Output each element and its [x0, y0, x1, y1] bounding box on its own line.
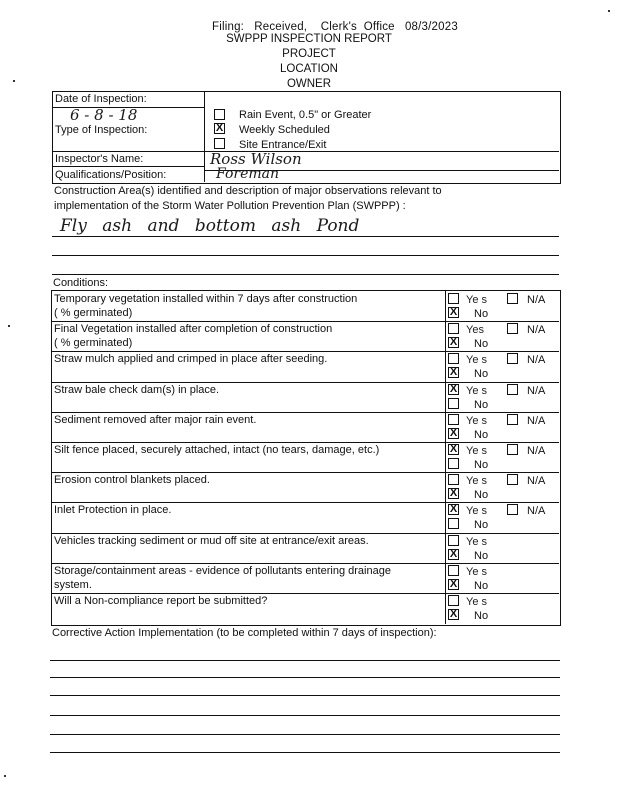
corrective-line: [50, 660, 560, 661]
inspector-name-label: Inspector's Name:: [55, 153, 144, 165]
rain-event-label: Rain Event, 0.5" or Greater: [239, 109, 372, 121]
qualifications-label: Qualifications/Position:: [55, 169, 167, 181]
observations-handwritten: Fly ash and bottom ash Pond: [60, 216, 360, 236]
condition-text: Straw bale check dam(s) in place.: [54, 383, 220, 396]
condition-text: Final Vegetation installed after completion of construction: [54, 323, 333, 336]
date-value: 6 - 8 - 18: [70, 106, 138, 124]
condition-no-label: No: [474, 308, 489, 320]
info-divider: [204, 92, 205, 182]
condition-row-rule: [52, 321, 559, 322]
project-label: PROJECT: [282, 48, 336, 60]
condition-na-checkbox[interactable]: [507, 414, 518, 425]
scan-speck: [8, 325, 10, 327]
condition-na-checkbox[interactable]: [507, 323, 518, 334]
condition-row-rule: [52, 412, 559, 413]
observation-line: [52, 274, 559, 275]
condition-text: Storage/containment areas - evidence of pollutants entering drainage: [54, 564, 391, 577]
condition-na-label: N/A: [527, 475, 546, 488]
condition-no-checkbox[interactable]: X: [449, 337, 458, 349]
owner-label: OWNER: [286, 78, 332, 90]
inspector-name-value: Ross Wilson: [210, 150, 302, 168]
condition-yes-checkbox[interactable]: [448, 323, 459, 334]
observation-line: [52, 255, 559, 256]
condition-row-rule: [52, 502, 559, 503]
conditions-heading: Conditions:: [53, 277, 109, 289]
corrective-line: [50, 734, 560, 735]
condition-na-label: N/A: [527, 384, 546, 397]
condition-yes-checkbox[interactable]: X: [449, 504, 458, 516]
corrective-line: [50, 715, 560, 716]
condition-no-label: No: [474, 338, 489, 351]
observation-line: [52, 236, 559, 237]
condition-na-checkbox[interactable]: [507, 444, 518, 455]
condition-yes-label: Ye s: [466, 384, 488, 397]
condition-yes-checkbox[interactable]: [448, 565, 459, 576]
inspection-type-label: Type of Inspection:: [55, 124, 148, 136]
condition-no-checkbox[interactable]: X: [449, 548, 458, 560]
condition-yes-label: Ye s: [466, 596, 488, 608]
observations-prompt-line2: implementation of the Storm Water Pollution Prevention Plan (SWPPP) :: [54, 200, 406, 212]
condition-row-rule: [52, 593, 559, 594]
condition-na-checkbox[interactable]: [507, 353, 518, 364]
condition-yes-checkbox[interactable]: [448, 535, 459, 546]
site-entrance-label: Site Entrance/Exit: [239, 139, 327, 151]
condition-no-label: No: [474, 398, 489, 411]
condition-text: Erosion control blankets placed.: [54, 474, 210, 487]
condition-text: Sediment removed after major rain event.: [54, 413, 257, 426]
condition-no-label: No: [474, 368, 489, 381]
condition-text: Inlet Protection in place.: [54, 504, 172, 517]
corrective-line: [50, 677, 560, 678]
condition-no-checkbox[interactable]: [448, 518, 459, 529]
condition-no-checkbox[interactable]: [448, 398, 459, 409]
date-label: Date of Inspection:: [55, 93, 147, 105]
filing-stamp: Filing: Received, Clerk's Office 08/3/2023: [212, 21, 458, 33]
condition-no-label: No: [474, 579, 489, 592]
report-title: SWPPP INSPECTION REPORT: [226, 33, 392, 45]
condition-no-checkbox[interactable]: X: [449, 367, 458, 379]
condition-text-line2: ( % germinated): [54, 307, 133, 319]
condition-yes-checkbox[interactable]: [448, 353, 459, 364]
condition-na-label: N/A: [527, 324, 546, 337]
corrective-action-label: Corrective Action Implementation (to be completed within 7 days of inspection):: [52, 627, 437, 639]
condition-text: Straw mulch applied and crimped in place after seeding.: [54, 353, 328, 366]
condition-row-rule: [52, 382, 559, 383]
condition-text: Silt fence placed, securely attached, intact (no tears, damage, etc.): [54, 444, 380, 456]
location-label: LOCATION: [280, 63, 338, 75]
condition-yes-label: Ye s: [466, 414, 488, 427]
condition-yes-checkbox[interactable]: X: [449, 444, 458, 455]
corrective-line: [50, 695, 560, 696]
condition-row-rule: [52, 351, 559, 352]
corrective-line: [50, 752, 560, 753]
site-entrance-checkbox[interactable]: [214, 138, 225, 149]
condition-row-rule: [52, 533, 559, 534]
condition-na-checkbox[interactable]: [507, 504, 518, 515]
scan-speck: [13, 80, 15, 82]
condition-na-label: N/A: [527, 414, 546, 427]
condition-yes-checkbox[interactable]: X: [449, 383, 458, 395]
weekly-scheduled-label: Weekly Scheduled: [239, 124, 330, 136]
condition-text: Vehicles tracking sediment or mud off site at entrance/exit areas.: [54, 534, 369, 547]
condition-no-label: No: [474, 459, 489, 471]
observations-prompt-line1: Construction Area(s) identified and description of major observations relevant to: [54, 185, 442, 197]
info-rule: [53, 166, 204, 167]
condition-text: Temporary vegetation installed within 7 days after construction: [54, 293, 358, 305]
condition-yes-label: Ye s: [466, 505, 488, 518]
condition-no-label: No: [474, 519, 489, 532]
condition-no-checkbox[interactable]: X: [449, 488, 458, 500]
condition-no-checkbox[interactable]: X: [449, 307, 458, 318]
condition-yes-checkbox[interactable]: [448, 595, 459, 606]
condition-row-rule: [52, 472, 559, 473]
conditions-divider: [445, 291, 446, 624]
condition-na-checkbox[interactable]: [507, 293, 518, 304]
condition-na-label: N/A: [527, 505, 546, 518]
scan-speck: [4, 775, 6, 777]
condition-no-label: No: [474, 428, 489, 441]
condition-yes-checkbox[interactable]: [448, 474, 459, 485]
condition-yes-label: Ye s: [466, 445, 488, 457]
condition-na-checkbox[interactable]: [507, 384, 518, 395]
weekly-scheduled-checkbox[interactable]: X: [215, 123, 224, 134]
condition-no-checkbox[interactable]: [448, 458, 459, 469]
condition-text: Will a Non-compliance report be submitted?: [54, 595, 268, 607]
rain-event-checkbox[interactable]: [214, 109, 225, 120]
condition-row-rule: [52, 442, 559, 443]
condition-yes-checkbox[interactable]: [448, 414, 459, 425]
condition-no-checkbox[interactable]: X: [449, 609, 458, 620]
condition-no-checkbox[interactable]: X: [449, 578, 458, 590]
condition-yes-label: Ye s: [466, 475, 488, 488]
condition-no-label: No: [474, 489, 489, 502]
condition-text-line2: ( % germinated): [54, 337, 133, 350]
info-rule: [53, 151, 559, 152]
condition-yes-checkbox[interactable]: [448, 293, 459, 304]
condition-text-line2: system.: [54, 578, 92, 591]
condition-na-checkbox[interactable]: [507, 474, 518, 485]
condition-na-label: N/A: [527, 294, 546, 306]
condition-row-rule: [52, 563, 559, 564]
qualifications-value: Foreman: [216, 166, 279, 182]
condition-yes-label: Ye s: [466, 294, 488, 306]
condition-yes-label: Yes: [466, 324, 484, 337]
condition-no-label: No: [474, 610, 489, 622]
condition-yes-label: Ye s: [466, 565, 488, 578]
condition-yes-label: Ye s: [466, 354, 488, 367]
condition-no-label: No: [474, 549, 489, 562]
condition-na-label: N/A: [527, 354, 546, 367]
condition-yes-label: Ye s: [466, 535, 488, 548]
scan-speck: [608, 10, 610, 12]
condition-no-checkbox[interactable]: X: [449, 427, 458, 439]
condition-na-label: N/A: [527, 445, 546, 457]
